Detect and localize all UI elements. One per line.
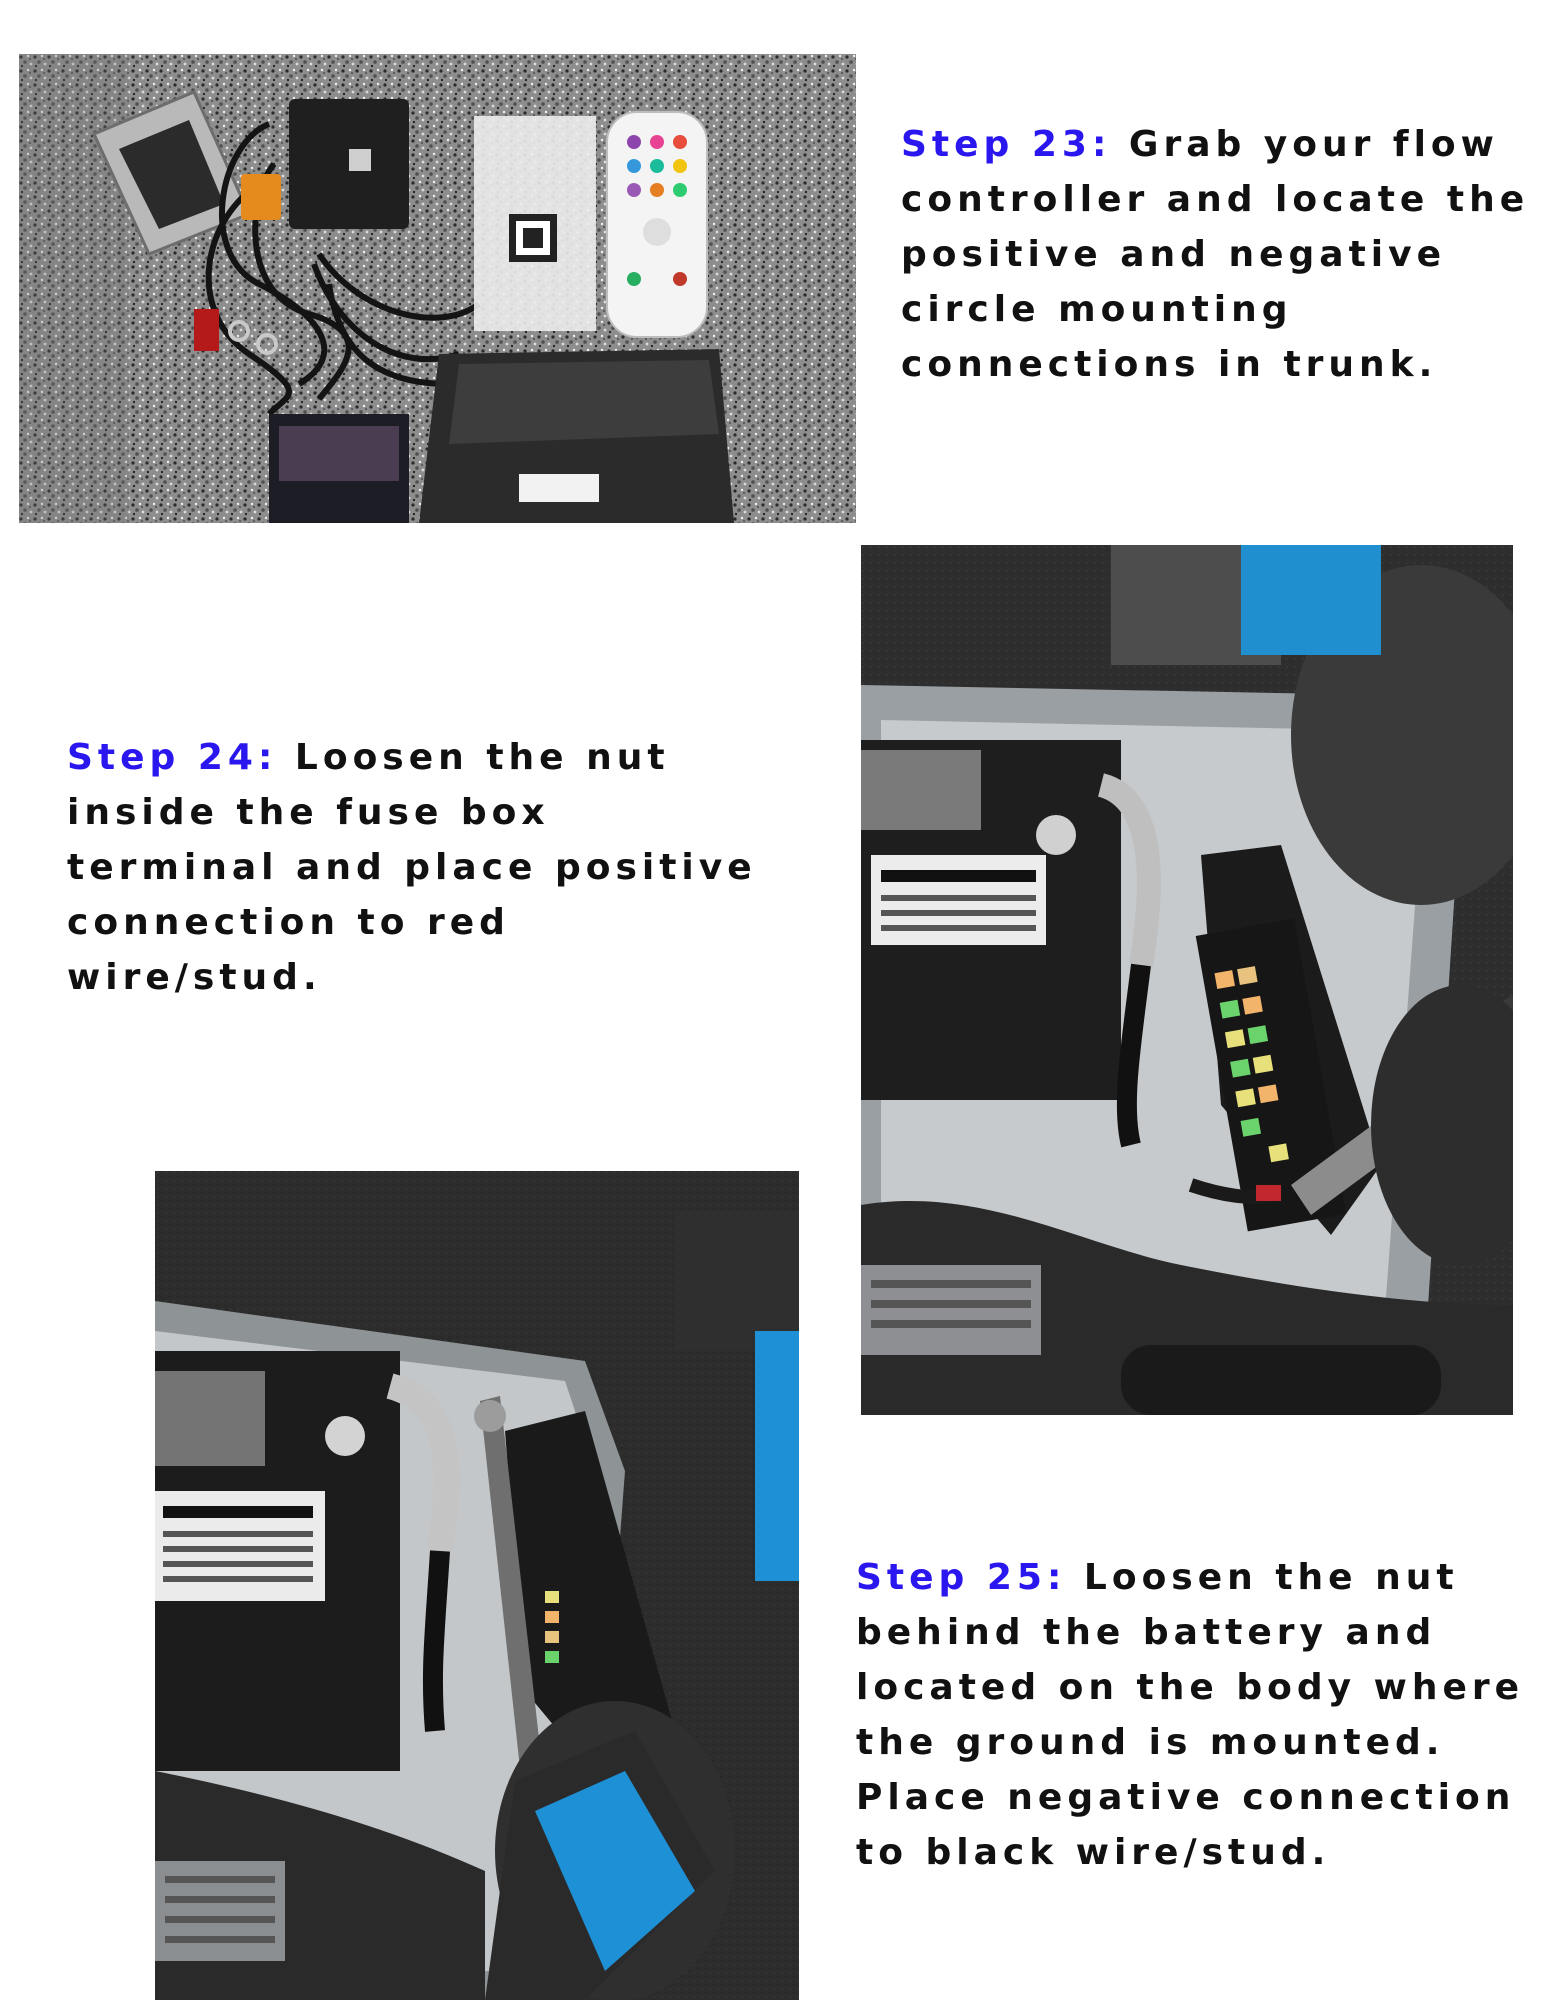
step-25-text: Loosen the nut behind the battery and located on the body where the ground is mounted. Place negative connection to black wire/stud.: [856, 1557, 1525, 1873]
step-23-label: Step 23:: [901, 124, 1112, 165]
step-24-label: Step 24:: [67, 737, 278, 778]
step-23-text: Grab your flow controller and locate the positive and negative circle mounting connections in trunk.: [901, 124, 1530, 385]
step-23-instruction: [901, 117, 1531, 392]
ground-connection-photo: [155, 1171, 799, 2000]
kit-contents-photo: [19, 54, 856, 523]
fuse-box-photo: [861, 545, 1513, 1415]
step-24-instruction: [67, 730, 757, 1005]
step-25-label: Step 25:: [856, 1557, 1067, 1598]
step-24-text: Loosen the nut inside the fuse box terminal and place positive connection to red wire/stud.: [67, 737, 757, 998]
step-25-instruction: [856, 1550, 1531, 1880]
